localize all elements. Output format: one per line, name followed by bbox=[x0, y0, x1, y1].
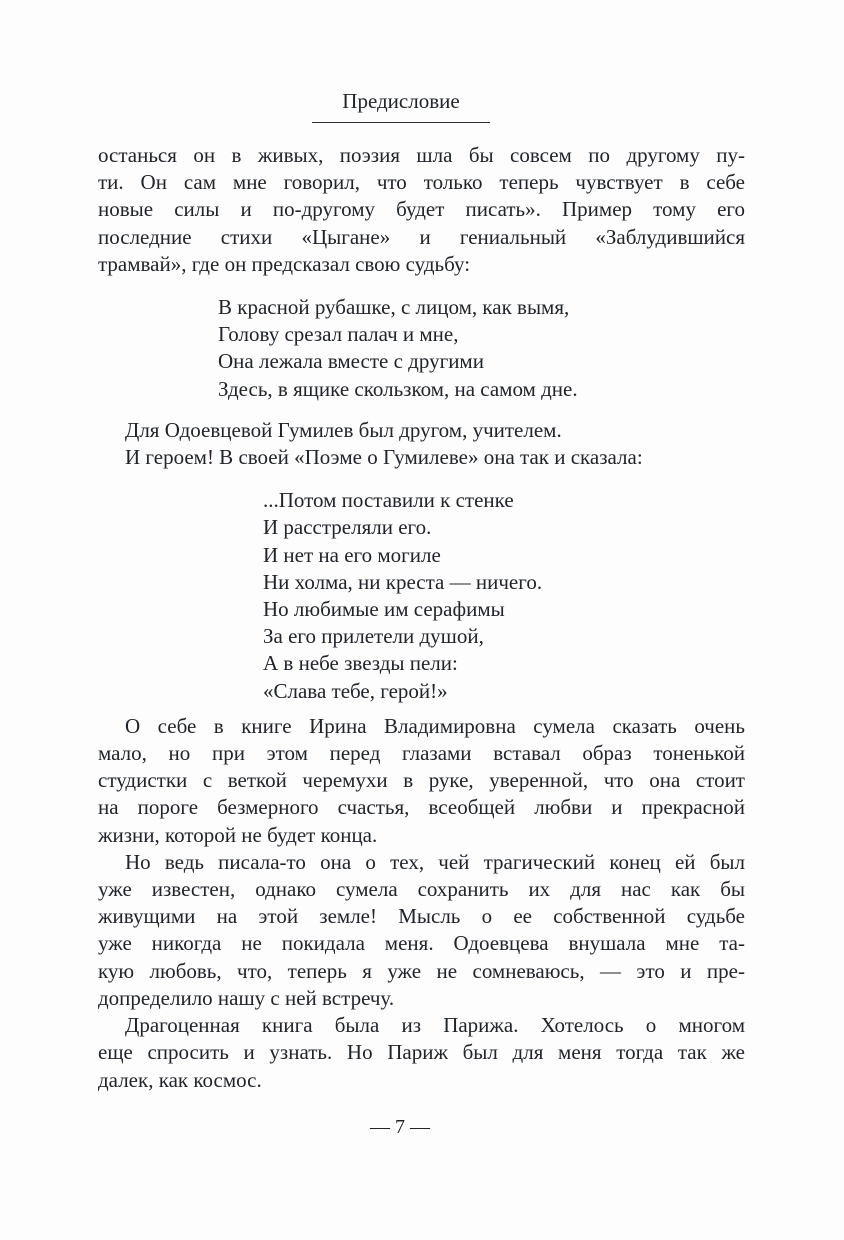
verse-block bbox=[263, 487, 745, 705]
paragraph bbox=[98, 713, 745, 849]
text-line: Но ведь писала-то она о тех, чей трагический конец ей был bbox=[125, 849, 745, 874]
text-line: ти. Он сам мне говорил, что только теперь чувствует в себе bbox=[98, 170, 745, 195]
text-line: О себе в книге Ирина Владимировна сумела сказать очень bbox=[125, 713, 745, 738]
paragraph bbox=[98, 849, 745, 1012]
paragraph bbox=[98, 142, 745, 278]
page-content bbox=[98, 142, 745, 1094]
chapter-title: Предисловие bbox=[342, 89, 460, 113]
paragraph bbox=[98, 444, 745, 471]
text-line: далек, как космос. bbox=[98, 1067, 262, 1092]
text-line: живущими на этой земле! Мысль о ее собственной судьбе bbox=[98, 904, 745, 929]
verse-block bbox=[218, 294, 745, 403]
text-line: И героем! В своей «Поэме о Гумилеве» она так и сказала: bbox=[125, 445, 643, 470]
text-line: трамвай», где он предсказал свою судьбу: bbox=[98, 251, 471, 276]
page-number: — 7 — bbox=[370, 1116, 430, 1138]
verse-line: Здесь, в ящике скользком, на самом дне. bbox=[218, 376, 578, 401]
paragraph bbox=[98, 417, 745, 444]
verse-line: А в небе звезды пели: bbox=[263, 651, 458, 676]
text-line: уже известен, однако сумела сохранить их для нас как бы bbox=[98, 877, 745, 902]
text-line: допределило нашу с ней встречу. bbox=[98, 985, 395, 1010]
text-line: на пороге безмерного счастья, всеобщей любви и прекрасной bbox=[98, 795, 745, 820]
text-line: уже никогда не покидала меня. Одоевцева внушала мне та- bbox=[98, 931, 745, 956]
text-line: последние стихи «Цыгане» и гениальный «Заблудившийся bbox=[98, 224, 745, 249]
verse-line: Но любимые им серафимы bbox=[263, 597, 505, 622]
text-line: мало, но при этом перед глазами вставал образ тоненькой bbox=[98, 741, 745, 766]
text-line: Для Одоевцевой Гумилев был другом, учителем. bbox=[125, 417, 562, 442]
verse-line: И расстреляли его. bbox=[263, 515, 432, 540]
text-line: останься он в живых, поэзия шла бы совсем по другому пу- bbox=[98, 143, 745, 167]
verse-line: И нет на его могиле bbox=[263, 542, 441, 567]
verse-line: ...Потом поставили к стенке bbox=[263, 488, 514, 513]
verse-line: Голову срезал палач и мне, bbox=[218, 322, 459, 347]
text-line: еще спросить и узнать. Но Париж был для меня тогда так же bbox=[98, 1040, 745, 1065]
text-line: кую любовь, что, теперь я уже не сомневаюсь, — это и пре- bbox=[98, 958, 745, 983]
paragraph bbox=[98, 1012, 745, 1094]
text-line: новые силы и по-другому будет писать». Пример тому его bbox=[98, 197, 745, 222]
verse-line: «Слава тебе, герой!» bbox=[263, 678, 448, 703]
verse-line: Она лежала вместе с другими bbox=[218, 349, 484, 374]
verse-line: Ни холма, ни креста — ничего. bbox=[263, 569, 543, 594]
text-line: жизни, которой не будет конца. bbox=[98, 822, 378, 847]
text-line: Драгоценная книга была из Парижа. Хотелось о многом bbox=[125, 1013, 745, 1038]
text-line: студистки с веткой черемухи в руке, уверенной, что она стоит bbox=[98, 768, 745, 793]
verse-line: В красной рубашке, с лицом, как вымя, bbox=[218, 295, 570, 320]
title-rule-divider bbox=[312, 122, 490, 123]
verse-line: За его прилетели душой, bbox=[263, 624, 484, 649]
